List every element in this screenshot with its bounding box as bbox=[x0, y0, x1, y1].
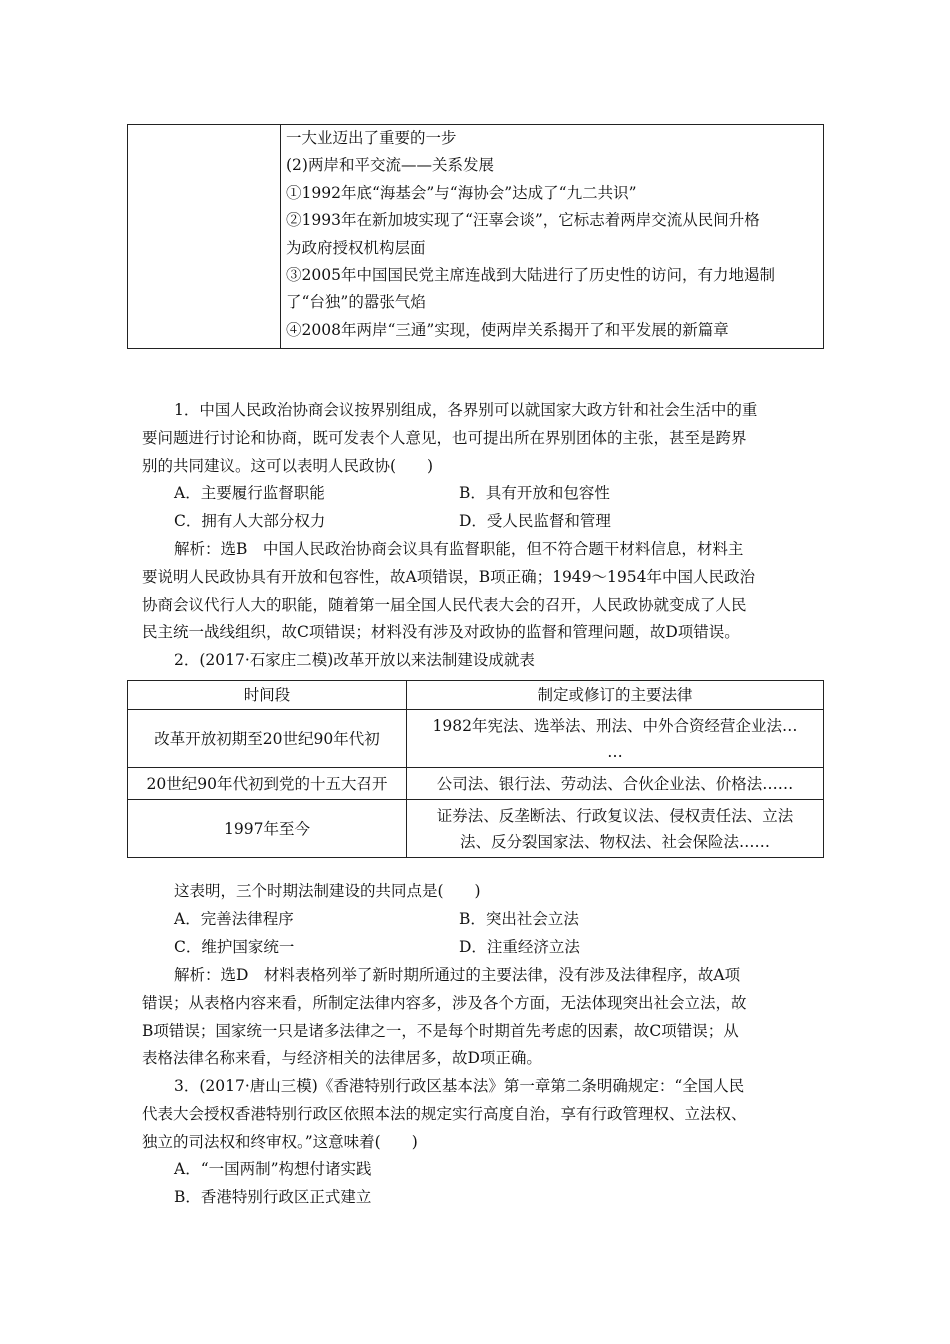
laws-line: 证券法、反垄断法、行政复议法、侵权责任法、立法 bbox=[436, 806, 794, 825]
table-header-cell: 时间段 bbox=[128, 681, 407, 710]
question-text-line: 别的共同建议。这可以表明人民政协( ) bbox=[142, 456, 434, 475]
option-a: A．完善法律程序 bbox=[174, 910, 294, 928]
question-1-analysis bbox=[142, 536, 822, 647]
laws-line: 1982年宪法、选举法、刑法、中外合资经营企业法… bbox=[432, 716, 798, 735]
table-text-line: ①1992年底“海基会”与“海协会”达成了“九二共识” bbox=[286, 183, 637, 202]
option-b: B．具有开放和包容性 bbox=[459, 484, 610, 502]
table-text-line: ③2005年中国国民党主席连战到大陆进行了历史性的访问，有力地遏制 bbox=[286, 266, 775, 285]
table-text-line: 为政府授权机构层面 bbox=[286, 238, 426, 257]
analysis-text-line: 表格法律名称来看，与经济相关的法律居多，故D项正确。 bbox=[142, 1049, 542, 1068]
table-header-row bbox=[128, 681, 824, 710]
analysis-text-line: 解析：选D 材料表格列举了新时期所通过的主要法律，没有涉及法律程序，故A项 bbox=[174, 966, 741, 984]
question-text-line: 3．(2017·唐山三模)《香港特别行政区基本法》第一章第二条明确规定：“全国人民 bbox=[174, 1077, 745, 1095]
option-b: B．突出社会立法 bbox=[459, 910, 579, 928]
analysis-text-line: 解析：选B 中国人民政治协商会议具有监督职能，但不符合题干材料信息，材料主 bbox=[174, 540, 744, 558]
option-b: B．香港特别行政区正式建立 bbox=[174, 1188, 372, 1206]
laws-line: 法、反分裂国家法、物权法、社会保险法…… bbox=[459, 832, 770, 851]
table-row bbox=[128, 710, 824, 768]
table-cell-period: 20世纪90年代初到党的十五大召开 bbox=[128, 768, 407, 800]
table-header-cell: 制定或修订的主要法律 bbox=[407, 681, 824, 710]
continuation-table-right-cell bbox=[286, 125, 815, 344]
table-text-line: ④2008年两岸“三通”实现，使两岸关系揭开了和平发展的新篇章 bbox=[286, 320, 729, 339]
option-c: C．维护国家统一 bbox=[174, 938, 295, 956]
table-cell-period: 1997年至今 bbox=[128, 800, 407, 858]
question-text-line: 1．中国人民政治协商会议按界别组成，各界别可以就国家大政方针和社会生活中的重 bbox=[174, 401, 758, 419]
continuation-table-left-cell bbox=[128, 125, 281, 348]
table-cell-laws bbox=[407, 710, 824, 768]
analysis-text-line: 要说明人民政协具有开放和包容性，故A项错误，B项正确；1949～1954年中国人民政治 bbox=[142, 567, 755, 586]
question-1-stem bbox=[142, 397, 822, 480]
analysis-text-line: 错误；从表格内容来看，所制定法律内容多，涉及各个方面，无法体现突出社会立法，故 bbox=[142, 993, 747, 1012]
laws-line: … bbox=[607, 742, 623, 761]
analysis-text-line: 协商会议代行人大的职能，随着第一届全国人民代表大会的召开，人民政协就变成了人民 bbox=[142, 595, 747, 614]
question-2-stem bbox=[142, 878, 822, 906]
option-c: C．拥有人大部分权力 bbox=[174, 512, 326, 530]
question-2-title bbox=[142, 647, 822, 675]
table-text-line: 一大业迈出了重要的一步 bbox=[286, 129, 457, 147]
table-row bbox=[128, 768, 824, 800]
table-row bbox=[128, 800, 824, 858]
laws-line: 公司法、银行法、劳动法、合伙企业法、价格法…… bbox=[436, 774, 794, 793]
question-text-line: 要问题进行讨论和协商，既可发表个人意见，也可提出所在界别团体的主张，甚至是跨界 bbox=[142, 428, 747, 447]
option-a: A．“一国两制”构想付诸实践 bbox=[174, 1160, 372, 1178]
analysis-text-line: 民主统一战线组织，故C项错误；材料没有涉及对政协的监督和管理问题，故D项错误。 bbox=[142, 623, 740, 642]
question-text-line: 这表明，三个时期法制建设的共同点是( ) bbox=[174, 882, 481, 900]
option-d: D．受人民监督和管理 bbox=[459, 512, 611, 530]
law-achievement-table bbox=[127, 680, 824, 858]
question-text-line: 2．(2017·石家庄二模)改革开放以来法制建设成就表 bbox=[174, 651, 535, 669]
table-cell-laws bbox=[407, 768, 824, 800]
option-d: D．注重经济立法 bbox=[459, 938, 580, 956]
table-text-line: ②1993年在新加坡实现了“汪辜会谈”，它标志着两岸交流从民间升格 bbox=[286, 211, 760, 230]
table-cell-period: 改革开放初期至20世纪90年代初 bbox=[128, 710, 407, 768]
question-2-analysis bbox=[142, 962, 822, 1073]
table-text-line: 了“台独”的嚣张气焰 bbox=[286, 293, 426, 312]
continuation-table bbox=[127, 124, 824, 349]
analysis-text-line: B项错误；国家统一只是诸多法律之一，不是每个时期首先考虑的因素，故C项错误；从 bbox=[142, 1021, 739, 1040]
question-text-line: 代表大会授权香港特别行政区依照本法的规定实行高度自治，享有行政管理权、立法权、 bbox=[142, 1104, 747, 1123]
table-cell-laws bbox=[407, 800, 824, 858]
option-a: A．主要履行监督职能 bbox=[174, 484, 325, 502]
question-text-line: 独立的司法权和终审权。”这意味着( ) bbox=[142, 1132, 418, 1151]
question-3-stem bbox=[142, 1073, 822, 1156]
table-text-line: (2)两岸和平交流——关系发展 bbox=[286, 156, 494, 175]
